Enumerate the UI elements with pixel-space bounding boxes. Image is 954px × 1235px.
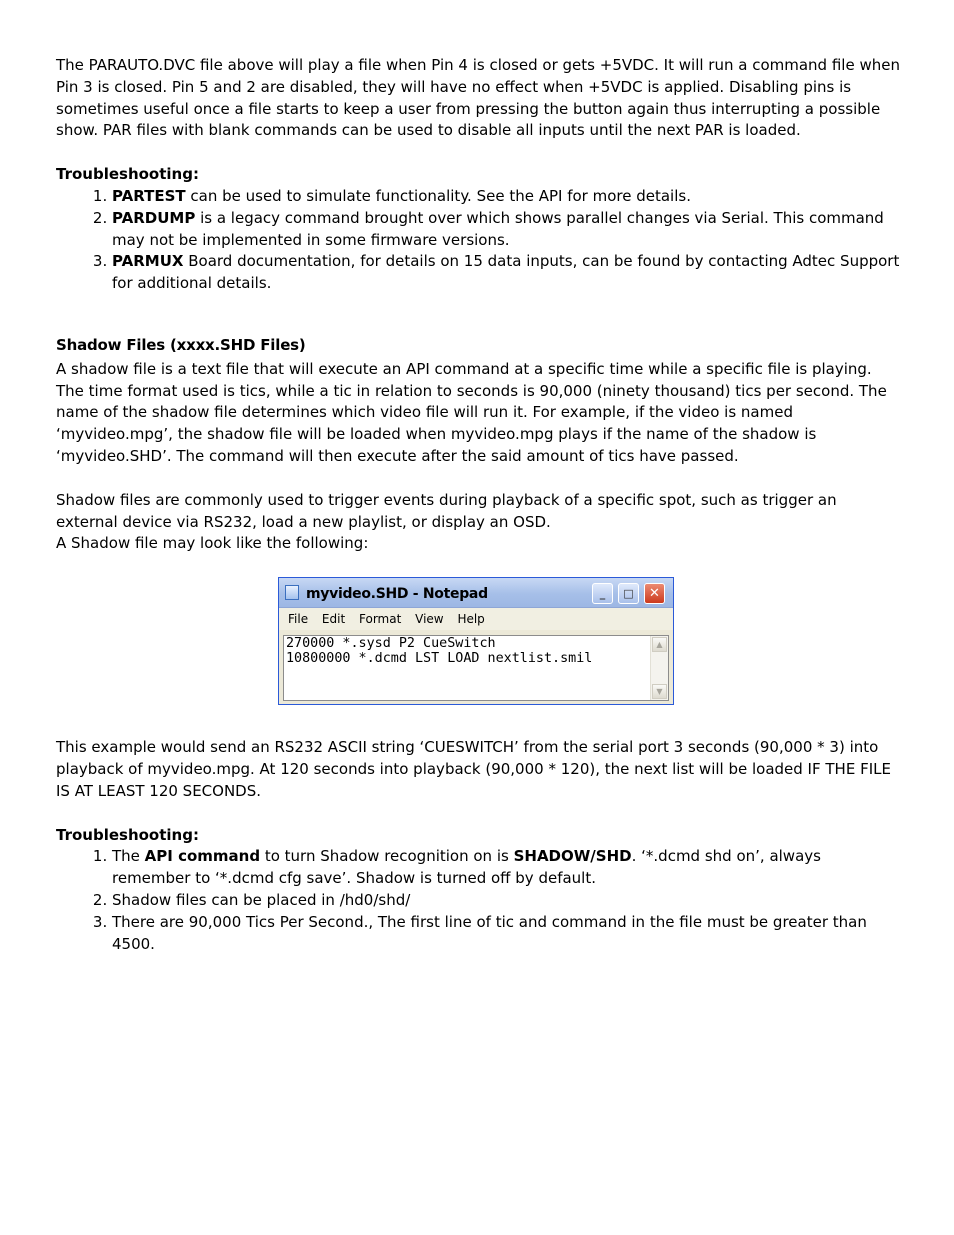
text-editor[interactable] bbox=[283, 635, 669, 701]
list-item: 2. Shadow files can be placed in /hd0/shd/ bbox=[112, 890, 901, 912]
troubleshooting-heading: Troubleshooting: bbox=[56, 165, 199, 184]
scroll-up-icon[interactable]: ▲ bbox=[652, 637, 667, 652]
scroll-down-icon[interactable]: ▼ bbox=[652, 684, 667, 699]
item-text: The bbox=[112, 847, 145, 866]
editor-line-2: 10800000 *.dcmd LST LOAD nextlist.smil bbox=[286, 651, 593, 667]
troubleshooting-list-2 bbox=[56, 846, 901, 955]
notepad-window bbox=[278, 577, 674, 705]
command-name: PARMUX bbox=[112, 252, 184, 271]
shadow-paragraph-1: A shadow file is a text file that will execute an API command at a specific time while a specific file is playing. The time format used is tics, while a tic in relation to seconds is 90,000 (ninety thousand) tics per second. The name of the shadow file determines which video file will run it. For example, if the video is named ‘myvideo.mpg’, the shadow file will be loaded when myvideo.mpg plays if the name of the shadow is ‘myvideo.SHD’. The command will then execute after the said amount of tics have passed. bbox=[56, 359, 887, 465]
title-bar bbox=[279, 578, 673, 608]
api-command-label: API command bbox=[144, 847, 261, 866]
list-item bbox=[112, 251, 901, 295]
item-text: can be used to simulate functionality. See the API for more details. bbox=[185, 186, 691, 205]
item-text: is a legacy command brought over which shows parallel changes via Serial. This command may not be implemented in some firmware versions. bbox=[112, 208, 884, 249]
minimize-icon[interactable]: _ bbox=[592, 583, 613, 604]
editor-content bbox=[286, 636, 592, 666]
section-title: Shadow Files (xxxx.SHD Files) bbox=[56, 335, 306, 354]
example-paragraph: This example would send an RS232 ASCII string ‘CUESWITCH’ from the serial port 3 seconds (90,000 * 3) into playback of myvideo.mpg. At 120 seconds into playback (90,000 * 120), the next list will be loaded IF THE FILE IS AT LEAST 120 SECONDS. bbox=[56, 738, 891, 800]
list-item bbox=[112, 186, 901, 208]
document-page bbox=[56, 55, 901, 955]
menu-edit[interactable]: Edit bbox=[321, 612, 346, 627]
shadow-paragraph-2: Shadow files are commonly used to trigger events during playback of a specific spot, such as trigger an external device via RS232, load a new playlist, or display an OSD. bbox=[56, 490, 837, 531]
notepad-icon bbox=[285, 585, 299, 600]
list-item bbox=[112, 208, 901, 252]
shadow-paragraph-3: A Shadow file may look like the following: bbox=[56, 534, 369, 553]
menu-view[interactable]: View bbox=[415, 612, 444, 627]
command-name: PARTEST bbox=[112, 186, 186, 205]
shadow-command: SHADOW/SHD bbox=[513, 847, 632, 866]
intro-paragraph: The PARAUTO.DVC file above will play a file when Pin 4 is closed or gets +5VDC. It will run a command file when Pin 3 is closed. Pin 5 and 2 are disabled, they will have no effect when +5VDC is applied. Disabling pins is sometimes useful once a file starts to keep a user from pressing the button again thus interrupting a possible show. PAR files with blank commands can be used to disable all inputs until the next PAR is loaded. bbox=[56, 56, 900, 140]
menu-format[interactable]: Format bbox=[359, 612, 402, 627]
menu-bar bbox=[279, 608, 673, 630]
notepad-figure bbox=[56, 555, 901, 737]
vertical-scrollbar[interactable] bbox=[650, 636, 668, 700]
close-icon[interactable]: ✕ bbox=[644, 583, 665, 604]
item-text: . ‘*.dcmd shd on’, always remember to ‘*.dcmd cfg save’. Shadow is turned off by default. bbox=[112, 847, 821, 888]
window-title: myvideo.SHD - Notepad bbox=[306, 586, 488, 603]
troubleshooting-list bbox=[56, 186, 901, 295]
maximize-icon[interactable]: □ bbox=[618, 583, 639, 604]
command-name: PARDUMP bbox=[112, 208, 196, 227]
list-item: 3. There are 90,000 Tics Per Second., The first line of tic and command in the file must be greater than 4500. bbox=[112, 912, 901, 956]
troubleshooting-heading-2: Troubleshooting: bbox=[56, 825, 199, 844]
menu-file[interactable]: File bbox=[288, 612, 309, 627]
item-text: Board documentation, for details on 15 data inputs, can be found by contacting Adtec Support for additional details. bbox=[112, 252, 900, 293]
list-item bbox=[112, 846, 901, 890]
item-text: to turn Shadow recognition on is bbox=[260, 847, 514, 866]
menu-help[interactable]: Help bbox=[457, 612, 485, 627]
editor-line-1: 270000 *.sysd P2 CueSwitch bbox=[286, 636, 496, 652]
